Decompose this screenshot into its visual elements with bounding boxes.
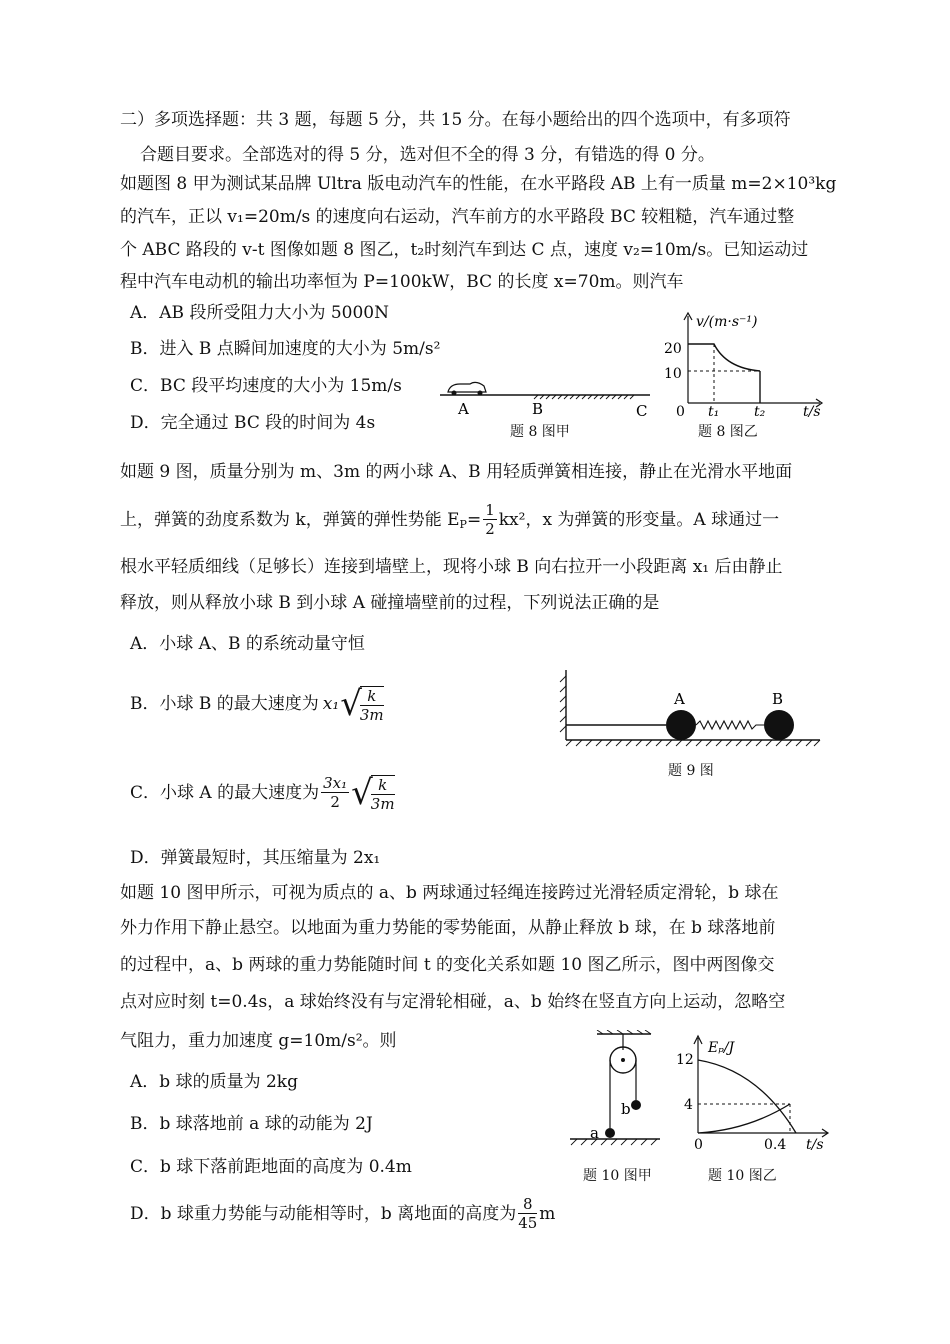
sqrt-numerator: k xyxy=(360,689,384,706)
ep-t-xlabel: t/s xyxy=(806,1137,824,1153)
q9-stem-line: 释放，则从释放小球 B 到小球 A 碰撞墙壁前的过程，下列说法正确的是 xyxy=(120,593,660,613)
sqrt-numerator: k xyxy=(371,778,395,795)
q10-option-b: B．b 球落地前 a 球的动能为 2J xyxy=(130,1114,373,1134)
q10-figure-a-caption: 题 10 图甲 xyxy=(583,1168,652,1184)
q8-figure-b-caption: 题 8 图乙 xyxy=(698,424,758,440)
q10-stem-line: 点对应时刻 t=0.4s，a 球始终没有与定滑轮相碰，a、b 始终在竖直方向上运动，忽略空 xyxy=(120,992,786,1012)
q10-stem-line: 气阻力，重力加速度 g=10m/s²。则 xyxy=(120,1031,397,1051)
point-c-label: C xyxy=(636,402,648,420)
q8-option-b: B．进入 B 点瞬间加速度的大小为 5m/s² xyxy=(130,339,441,359)
sqrt-denominator: 3m xyxy=(359,705,384,724)
x-tick-t1: t₁ xyxy=(708,404,720,420)
q10-figure-a xyxy=(565,1030,665,1150)
y-tick-4: 4 xyxy=(684,1097,693,1113)
q9-option-c-text: C．小球 A 的最大速度为 xyxy=(130,782,320,803)
q9-stem-sub: P xyxy=(459,518,467,532)
q9-figure-caption: 题 9 图 xyxy=(668,763,714,779)
x-tick-04: 0.4 xyxy=(764,1137,787,1153)
point-a-label: A xyxy=(458,400,469,418)
v-t-xlabel: t/s xyxy=(803,404,821,420)
half-denominator: 2 xyxy=(485,520,495,538)
q9-figure xyxy=(558,670,828,750)
half-numerator: 1 xyxy=(485,501,495,519)
q8-option-d: D．完全通过 BC 段的时间为 4s xyxy=(130,413,376,433)
ball-a-label: A xyxy=(674,690,685,708)
q9-stem-line: 如题 9 图，质量分别为 m、3m 的两小球 A、B 用轻质弹簧相连接，静止在光滑水平地面 xyxy=(120,462,793,482)
coef-denominator: 2 xyxy=(330,793,340,811)
q10-stem-line: 如题 10 图甲所示，可视为质点的 a、b 两球通过轻绳连接跨过光滑轻质定滑轮，b 球在 xyxy=(120,883,779,903)
x-tick-t2: t₂ xyxy=(754,404,766,420)
ball-a-label: a xyxy=(590,1124,599,1142)
sqrt-sign-icon: √ xyxy=(351,773,373,813)
q10-stem-line: 的过程中，a、b 两球的重力势能随时间 t 的变化关系如题 10 图乙所示，图中两图像交 xyxy=(120,955,775,975)
car-icon xyxy=(448,382,486,395)
q9-option-a: A．小球 A、B 的系统动量守恒 xyxy=(130,634,365,654)
q10-option-d-text: D．b 球重力势能与动能相等时，b 离地面的高度为 xyxy=(130,1203,517,1224)
b-ep-curve xyxy=(698,1060,796,1133)
q10-option-d xyxy=(130,1190,555,1238)
q8-stem-line: 个 ABC 路段的 v-t 图像如题 8 图乙，t₂时刻汽车到达 C 点，速度 v₂=10m/s。已知运动过 xyxy=(120,240,809,260)
q9-option-b-text: B．小球 B 的最大速度为 xyxy=(130,693,319,714)
ball-b-label: B xyxy=(772,690,784,708)
q9-stem-eq: = xyxy=(466,509,482,530)
q8-option-a: A．AB 段所受阻力大小为 5000N xyxy=(130,303,389,323)
height-numerator: 8 xyxy=(518,1197,537,1214)
q9-option-c xyxy=(130,767,397,819)
x-tick-0: 0 xyxy=(694,1137,703,1153)
spring xyxy=(696,721,764,729)
half-fraction xyxy=(483,503,497,537)
section-header-line2: 合题目要求。全部选对的得 5 分，选对但不全的得 3 分，有错选的得 0 分。 xyxy=(140,145,715,165)
q10-figure-b xyxy=(668,1030,838,1160)
height-unit: m xyxy=(539,1203,556,1224)
sqrt-fraction xyxy=(360,686,384,723)
ball-a-icon xyxy=(605,1128,615,1138)
q8-stem-line: 如题图 8 甲为测试某品牌 Ultra 版电动汽车的性能，在水平路段 AB 上有一质量 m=2×10³kg xyxy=(120,174,837,194)
ball-b-label: b xyxy=(621,1100,631,1118)
ball-b-icon xyxy=(631,1100,641,1110)
ground-hatch xyxy=(571,1139,657,1145)
sqrt-sign-icon: √ xyxy=(340,684,362,724)
q8-figure-a-caption: 题 8 图甲 xyxy=(510,424,570,440)
y-tick-12: 12 xyxy=(676,1052,694,1068)
q9-stem-text-a: 上，弹簧的劲度系数为 k，弹簧的弹性势能 E xyxy=(120,509,460,530)
q9-stem-line-formula xyxy=(120,497,779,543)
height-denominator: 45 xyxy=(518,1214,538,1232)
velocity-curve xyxy=(688,344,760,371)
wall-hatch xyxy=(560,676,566,732)
sqrt-denominator: 3m xyxy=(370,794,395,813)
q9-stem-line: 根水平轻质细线（足够长）连接到墙壁上，现将小球 B 向右拉开一小段距离 x₁ 后由静止 xyxy=(120,557,783,577)
ground-hatch xyxy=(566,740,820,746)
three-x1-over-2 xyxy=(321,776,349,810)
q8-figure-b xyxy=(660,308,830,423)
q9-option-d: D．弹簧最短时，其压缩量为 2x₁ xyxy=(130,848,381,868)
point-b-label: B xyxy=(532,400,544,418)
q10-figure-b-caption: 题 10 图乙 xyxy=(708,1168,777,1184)
q8-option-c: C．BC 段平均速度的大小为 15m/s xyxy=(130,376,402,396)
q10-option-a: A．b 球的质量为 2kg xyxy=(130,1072,298,1092)
q8-stem-line: 的汽车，正以 v₁=20m/s 的速度向右运动，汽车前方的水平路段 BC 较粗糙，汽车通过整 xyxy=(120,207,795,227)
q10-stem-line: 外力作用下静止悬空。以地面为重力势能的零势能面，从静止释放 b 球，在 b 球落地前 xyxy=(120,918,776,938)
q8-stem-line: 程中汽车电动机的输出功率恒为 P=100kW，BC 的长度 x=70m。则汽车 xyxy=(120,272,684,292)
y-tick-20: 20 xyxy=(664,341,682,357)
height-fraction xyxy=(518,1197,537,1231)
a-ep-curve xyxy=(698,1104,790,1133)
q9-stem-text-b: kx²，x 为弹簧的形变量。A 球通过一 xyxy=(498,509,780,530)
y-tick-10: 10 xyxy=(664,366,682,382)
coef-numerator: 3x₁ xyxy=(323,774,348,792)
q10-option-c: C．b 球下落前距地面的高度为 0.4m xyxy=(130,1157,412,1177)
q9-option-b-coef: x₁ xyxy=(322,693,340,714)
ball-a xyxy=(666,710,696,740)
ep-t-ylabel: Eₚ/J xyxy=(708,1040,735,1056)
sqrt-fraction xyxy=(371,775,395,812)
ball-b xyxy=(764,710,794,740)
v-t-ylabel: v/(m·s⁻¹) xyxy=(696,314,758,330)
origin-label: 0 xyxy=(676,404,685,420)
section-header-line1: 二）多项选择题：共 3 题，每题 5 分，共 15 分。在每小题给出的四个选项中，有多项符 xyxy=(120,110,791,130)
q9-option-b xyxy=(130,680,386,728)
